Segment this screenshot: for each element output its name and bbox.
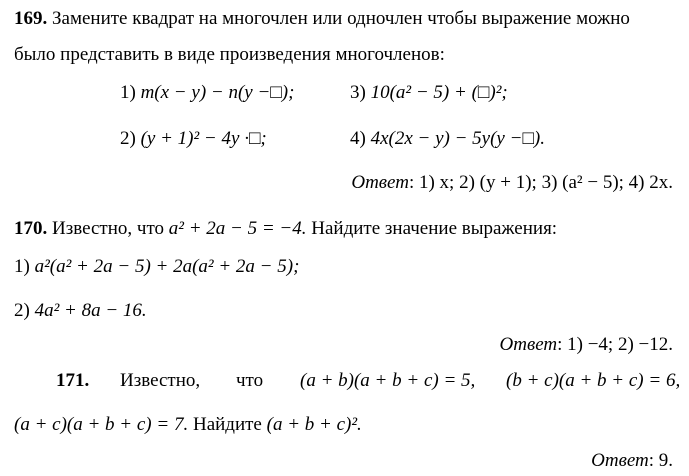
p169-item3-label: 3) bbox=[350, 82, 366, 103]
p171-answer bbox=[591, 450, 673, 472]
p169-number: 169. bbox=[14, 8, 48, 29]
p169-item1-expr: m(x − y) − n(y −□); bbox=[140, 82, 295, 103]
p171-number-wrap bbox=[56, 370, 89, 392]
p170-answer bbox=[500, 334, 674, 356]
p171-number: 171. bbox=[56, 370, 90, 391]
p169-line1 bbox=[14, 8, 630, 30]
p170-line1 bbox=[14, 218, 557, 240]
p171-answer-label: Ответ bbox=[591, 450, 649, 471]
p169-item4-expr: 4x(2x − y) − 5y(y −□). bbox=[370, 128, 545, 149]
p169-item2-expr: (y + 1)² − 4y ·□; bbox=[140, 128, 267, 149]
p169-answer-text: : 1) x; 2) (y + 1); 3) (a² − 5); 4) 2x. bbox=[408, 172, 673, 193]
p170-item1 bbox=[14, 256, 299, 278]
p169-answer bbox=[351, 172, 673, 194]
p171-eq2: (b + c)(a + b + c) = 6, bbox=[506, 370, 681, 391]
p169-item1 bbox=[120, 82, 294, 104]
p169-item2 bbox=[120, 128, 267, 150]
p171-line2 bbox=[14, 414, 362, 436]
p170-text-after: Найдите значение выражения: bbox=[311, 218, 558, 239]
p170-answer-text: : 1) −4; 2) −12. bbox=[557, 334, 673, 355]
p171-word-that: что bbox=[236, 370, 264, 391]
p171-find: Найдите bbox=[192, 414, 262, 435]
p170-item2-label: 2) bbox=[14, 300, 30, 321]
p169-item3 bbox=[350, 82, 508, 104]
p170-answer-label: Ответ bbox=[499, 334, 558, 355]
p169-item3-expr: 10(a² − 5) + (□)²; bbox=[370, 82, 508, 103]
p169-item1-label: 1) bbox=[120, 82, 136, 103]
p170-item2 bbox=[14, 300, 147, 322]
p171-eq1: (a + b)(a + b + c) = 5, bbox=[300, 370, 476, 391]
p169-text-line1: Замените квадрат на многочлен или одночлен чтобы выражение можно bbox=[52, 8, 630, 29]
p171-word-known: Известно, bbox=[120, 370, 201, 391]
p169-item4-label: 4) bbox=[350, 128, 366, 149]
p171-target: (a + b + c)². bbox=[266, 414, 362, 435]
p171-answer-text: : 9. bbox=[648, 450, 673, 471]
p169-text-line2: было представить в виде произведения многочленов: bbox=[14, 44, 445, 65]
p171-eq3: (a + c)(a + b + c) = 7. bbox=[14, 414, 189, 435]
p170-item1-label: 1) bbox=[14, 256, 30, 277]
p169-item4 bbox=[350, 128, 545, 150]
p170-item1-expr: a²(a² + 2a − 5) + 2a(a² + 2a − 5); bbox=[34, 256, 300, 277]
p170-text-before: Известно, что bbox=[52, 218, 165, 239]
p170-number: 170. bbox=[14, 218, 48, 239]
p169-answer-label: Ответ bbox=[351, 172, 409, 193]
p170-item2-expr: 4a² + 8a − 16. bbox=[34, 300, 147, 321]
p170-condition: a² + 2a − 5 = −4. bbox=[168, 218, 307, 239]
p169-item2-label: 2) bbox=[120, 128, 136, 149]
